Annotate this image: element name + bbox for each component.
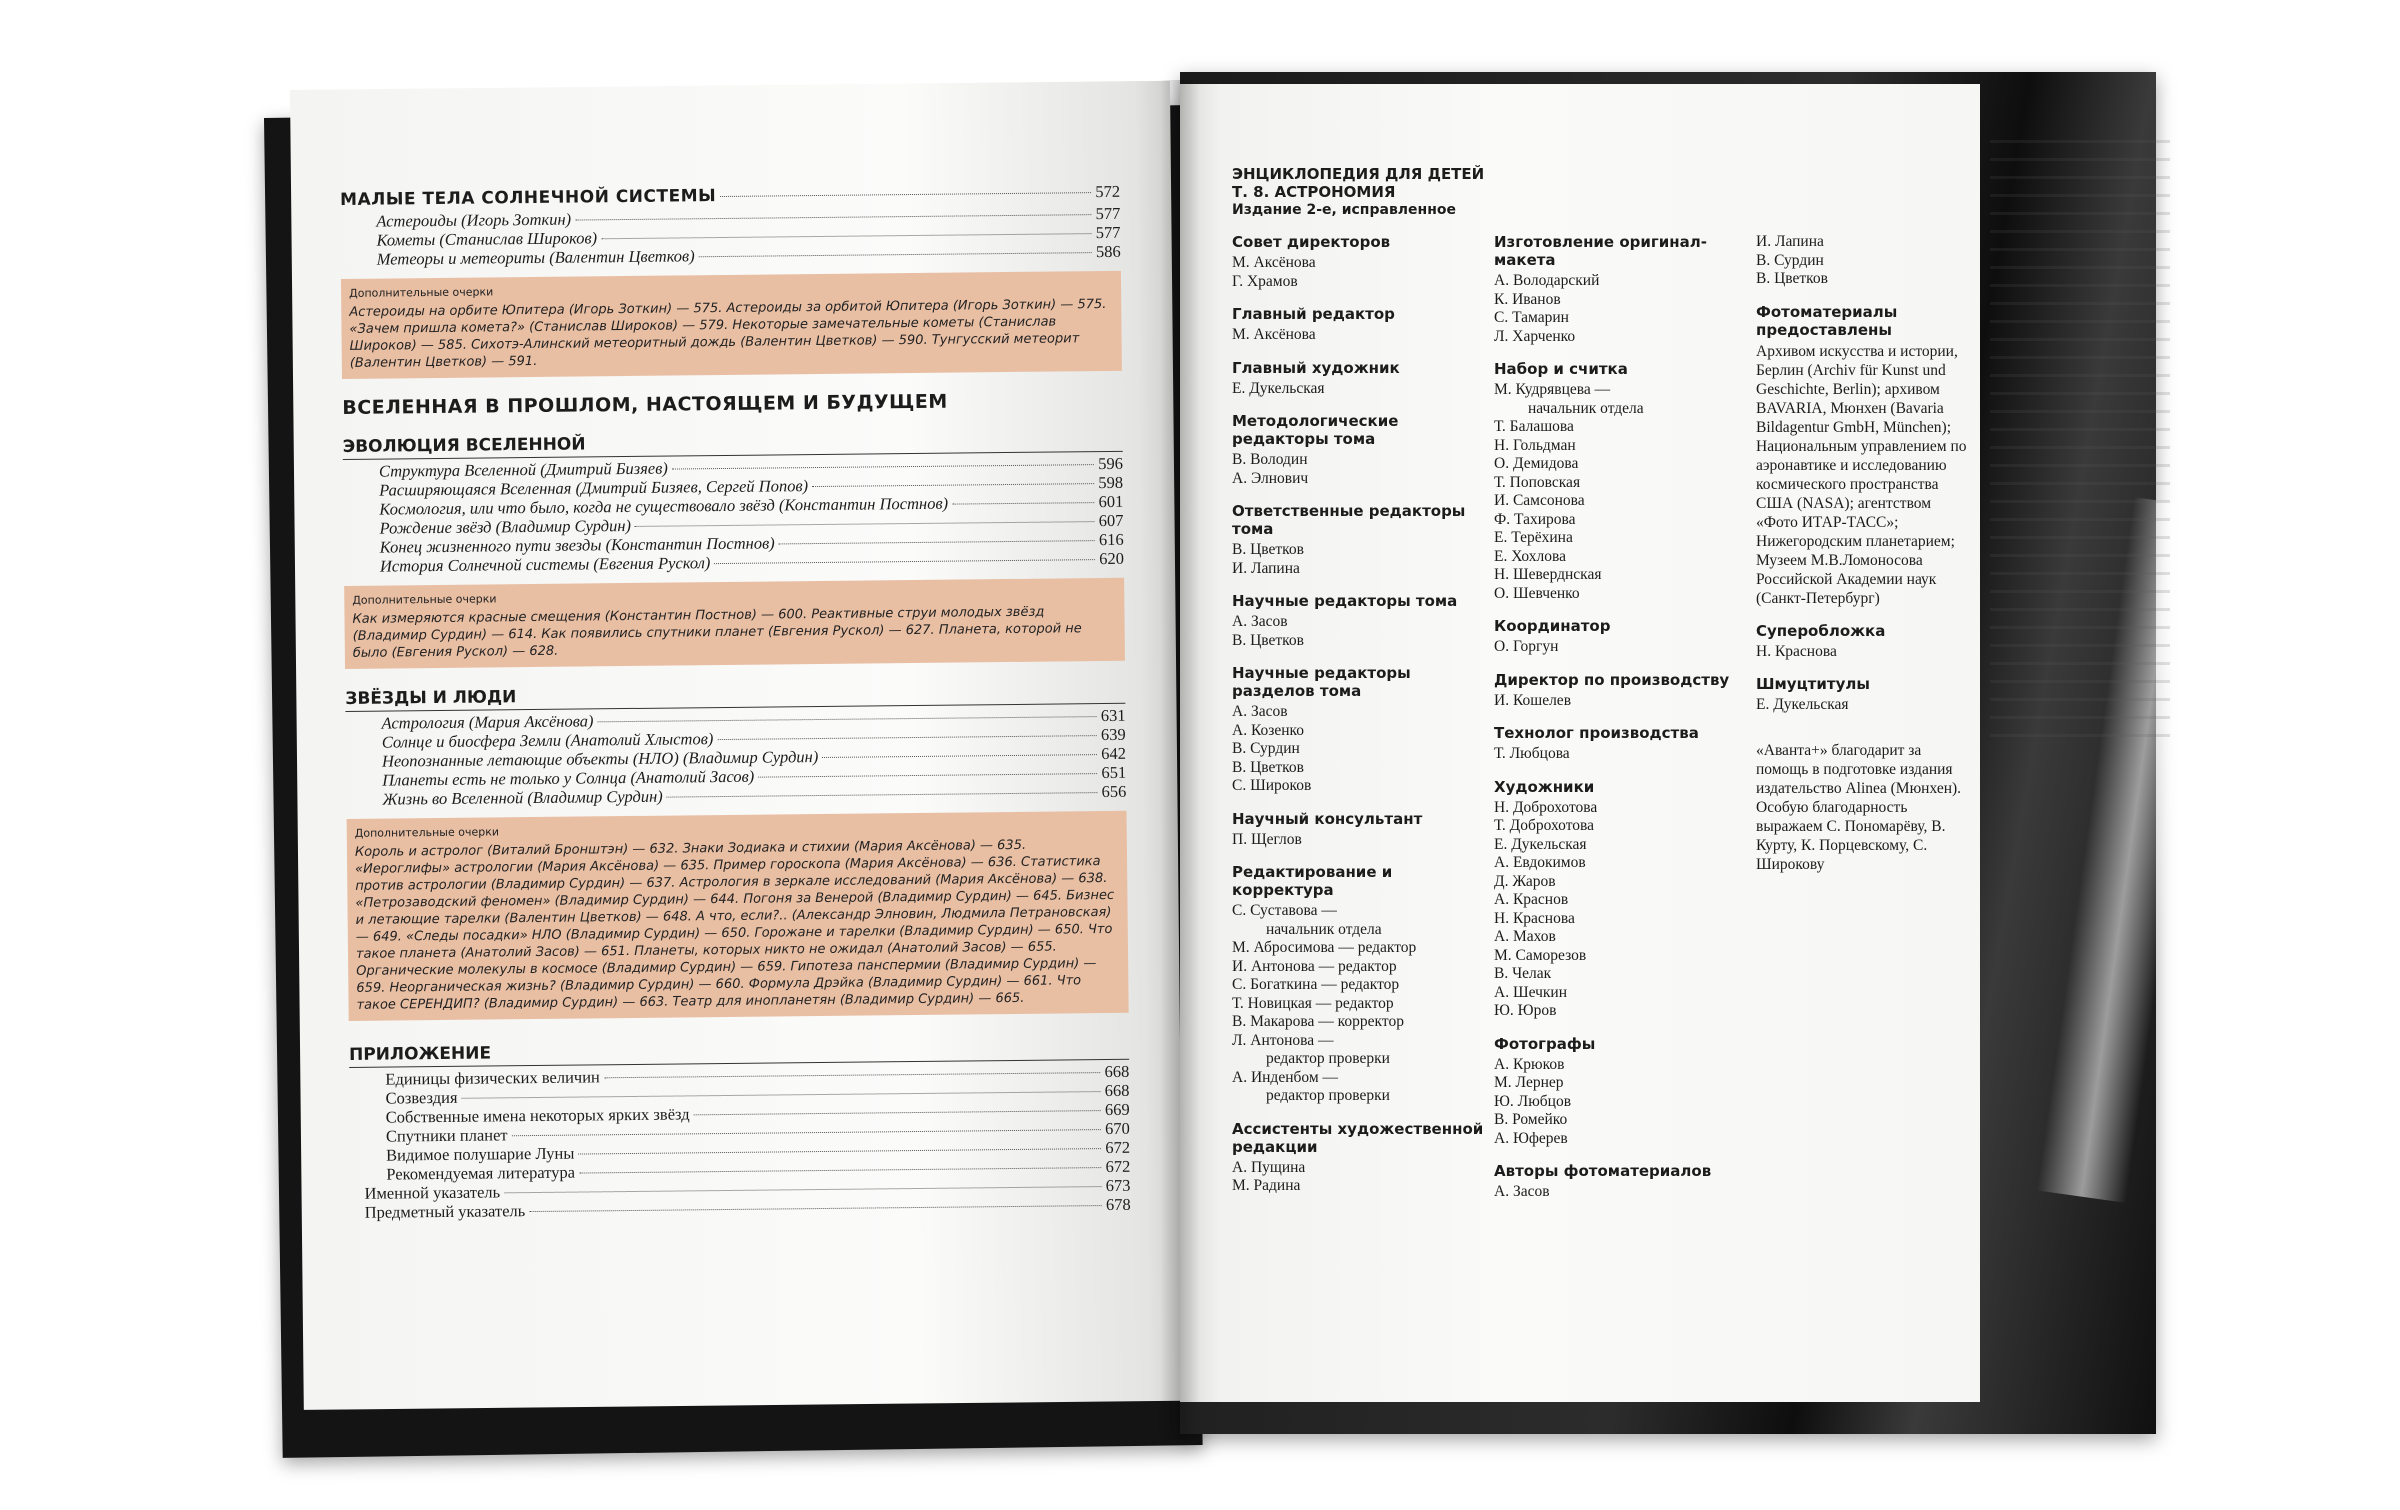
acknowledgements: «Аванта+» благодарит за помощь в подготовке издания издательство Alinea (Мюнхен). Особую благодарность выражаем С. Пономарёву, В. Курту, К. Порцевскому, С. Широкову (1756, 741, 1962, 873)
credits-column-3 (1756, 233, 1976, 1216)
toc-item: Космология, или что было, когда не существовало звёзд (Константин Постнов) 601 (379, 491, 1124, 519)
volume-title: Т. 8. АСТРОНОМИЯ (1232, 183, 1396, 201)
credit-group: Научные редакторы разделов тома А. Засов А. Козенко В. Сурдин В. Цветков С. Широков (1232, 664, 1411, 794)
credit-group: Технолог производства Т. Любцова (1494, 724, 1699, 762)
note-title: Дополнительные очерки (352, 592, 497, 607)
additional-essays-box (344, 578, 1125, 669)
credits-column-1 (1232, 233, 1494, 1216)
colophon (1232, 165, 1972, 1216)
chapter-title-stars: ЗВЁЗДЫ И ЛЮДИ (345, 681, 1125, 712)
toc-item: Жизнь во Вселенной (Владимир Сурдин) 656 (382, 781, 1127, 809)
credit-group: Изготовление оригинал-макета А. Володарский К. Иванов С. Тамарин Л. Харченко (1494, 233, 1707, 345)
toc-item: История Солнечной системы (Евгения Рускол) 620 (379, 548, 1124, 576)
toc-item: Единицы физических величин 668 (385, 1061, 1130, 1089)
note-text: Астероиды на орбите Юпитера (Игорь Зоткин) — 575. Астероиды за орбитой Юпитера (Игорь Зоткин) — 575. «Зачем пришла комета?» (Станислав Широков) — 579. Некоторые замечательные кометы (Станислав Широков) — 585. Сихотэ-Алинский метеоритный дождь (Валентин Цветков) — 590. Тунгусский метеорит (Валентин Цветков) — 591. (349, 296, 1107, 371)
credit-group: Авторы фотоматериалов А. Засов (1494, 1162, 1712, 1200)
chapter-title-evolution: ЭВОЛЮЦИЯ ВСЕЛЕННОЙ (343, 429, 1123, 460)
additional-essays-box (347, 811, 1129, 1021)
part-title: ВСЕЛЕННАЯ В ПРОШЛОМ, НАСТОЯЩЕМ И БУДУЩЕМ (342, 390, 948, 419)
appendix-title: ПРИЛОЖЕНИЕ (349, 1037, 1129, 1068)
toc-item: Структура Вселенной (Дмитрий Бизяев) 596 (378, 453, 1124, 481)
toc-item: Астрология (Мария Аксёнова) 631 (381, 705, 1126, 733)
toc-item: Кометы (Станислав Широков) 577 (376, 222, 1121, 250)
edition-note: Издание 2-е, исправленное (1232, 202, 1457, 218)
toc-item: Рекомендуемая литература 672 (386, 1156, 1131, 1184)
credit-group: Координатор О. Горгун (1494, 617, 1611, 655)
credit-group: Научные редакторы тома А. Засов В. Цветков (1232, 592, 1458, 649)
toc-item: Конец жизненного пути звезды (Константин Постнов) 616 (379, 529, 1124, 557)
credit-group: Директор по производству И. Кошелев (1494, 670, 1730, 709)
toc-item: Предметный указатель 678 (364, 1194, 1131, 1222)
credit-group: Главный редактор М. Аксёнова (1232, 305, 1395, 343)
note-title: Дополнительные очерки (354, 825, 500, 840)
toc-item: Солнце и биосфера Земли (Анатолий Хлыстов) 639 (381, 724, 1126, 752)
toc-item: Планеты есть не только у Солнца (Анатолий Засов) 651 (382, 762, 1127, 790)
credits-column-2 (1494, 233, 1756, 1216)
cover-edge-texture (1990, 140, 2170, 740)
toc-item: Рождение звёзд (Владимир Сурдин) 607 (379, 510, 1124, 538)
credit-group: Ассистенты художественной редакции А. Пущина М. Радина (1232, 1119, 1484, 1194)
toc-item: Именной указатель 673 (364, 1175, 1131, 1203)
appendix-section (349, 1027, 1131, 1222)
toc-item: Собственные имена некоторых ярких звёзд 669 (385, 1099, 1130, 1127)
toc-item: Метеоры и метеориты (Валентин Цветков) 586 (376, 241, 1121, 269)
credit-group: Научный консультант П. Щеглов (1232, 809, 1423, 848)
credit-group: Методологические редакторы тома В. Володин А. Элнович (1232, 412, 1399, 487)
credit-group: Фотоматериалы предоставлены Архивом искусства и истории, Берлин (Archiv für Kunst und Geschichte, Berlin); архивом BAVARIA, Мюнхен (Bavaria Bildagentur GmbH, München); Национальным управлением по аэронавтике и исследованию космического пространства США (NASA); агентством «Фото ИТАР-ТАСС»; Нижегородским планетарием; Музеем М.В.Ломоносова Российской Академии наук (Санкт-Петербург) (1756, 302, 1967, 607)
book-gutter (1160, 80, 1200, 1440)
toc-item: Неопознанные летающие объекты (НЛО) (Владимир Сурдин) 642 (381, 743, 1127, 771)
credit-group: И. Лапина В. Сурдин В. Цветков (1756, 233, 1828, 287)
toc-item: Спутники планет 670 (385, 1118, 1130, 1146)
credit-group: Шмуцтитулы Е. Дукельская (1756, 675, 1870, 713)
credit-group: Совет директоров М. Аксёнова Г. Храмов (1232, 233, 1391, 290)
page-number: 572 (1095, 181, 1121, 202)
encyclopedia-title: ЭНЦИКЛОПЕДИЯ ДЛЯ ДЕТЕЙ (1232, 165, 1485, 183)
toc-item: Созвездия 668 (385, 1080, 1130, 1108)
additional-essays-box (341, 271, 1122, 379)
section-title: МАЛЫЕ ТЕЛА СОЛНЕЧНОЙ СИСТЕМЫ (340, 186, 717, 210)
toc-item: Астероиды (Игорь Зоткин) 577 (376, 203, 1121, 231)
toc-item: Видимое полушарие Луны 672 (386, 1137, 1131, 1165)
credit-group: Набор и считка М. Кудрявцева — начальник отдела Т. Балашова Н. Гольдман О. Демидова Т. Поповская И. Самсонова Ф. Тахирова Е. Терёхина Е. Хохлова Н. Шеверднская О. Шевченко (1494, 360, 1644, 602)
credit-group: Художники Н. Доброхотова Т. Доброхотова Е. Дукельская А. Евдокимов Д. Жаров А. Краснов Н. Краснова А. Махов М. Саморезов В. Челак А. Шечкин Ю. Юров (1494, 777, 1598, 1019)
credit-group: Фотографы А. Крюков М. Лернер Ю. Любцов В. Ромейко А. Юферев (1494, 1034, 1596, 1147)
note-text: Король и астролог (Виталий Бронштэн) — 632. Знаки Зодиака и стихии (Мария Аксёнова) — 635. «Иероглифы» астрологии (Мария Аксёнова) — 635. Пример гороскопа (Мария Аксёнова) — 636. Статистика против астрологии (Владимир Сурдин) — 637. Астрология в зеркале исследований (Мария Аксёнова) — 638. «Петрозаводский феномен» (Владимир Сурдин) — 644. Погоня за Венерой (Владимир Сурдин) — 645. Бизнес и летающие тарелки (Валентин Цветков) — 648. А что, если?.. (Александр Элновин, Людмила Петрановская) — 649. «Следы посадки» НЛО (Владимир Сурдин) — 650. Горожане и тарелки (Владимир Сурдин) — 650. Что такое планета (Анатолий Засов) — 651. Планеты, которых никто не ожидал (Анатолий Засов) — 655. Органические молекулы в космосе (Владимир Сурдин) — 659. Гипотеза панспермии (Владимир Сурдин) — 659. Неорганическая жизнь? (Владимир Сурдин) — 660. Формула Дрэйка (Владимир Сурдин) — 661. Что такое СЕРЕНДИП? (Владимир Сурдин) — 663. Театр для инопланетян (Владимир Сурдин) — 665. (354, 837, 1115, 1013)
credit-group: Ответственные редакторы тома В. Цветков И. Лапина (1232, 502, 1466, 577)
table-of-contents (340, 182, 1131, 1222)
credits-columns (1232, 233, 1972, 1216)
credit-group: Редактирование и корректура С. Суставова — начальник отдела М. Абросимова — редактор И. Антонова — редактор С. Богаткина — редактор Т. Новицкая — редактор В. Макарова — корректор Л. Антонова — редактор проверки А. Инденбом — редактор проверки (1232, 863, 1417, 1104)
note-title: Дополнительные очерки (349, 285, 494, 300)
credit-group: Суперобложка Н. Краснова (1756, 621, 1886, 660)
note-text: Как измеряются красные смещения (Константин Постнов) — 600. Реактивные струи молодых звёзд (Владимир Сурдин) — 614. Как появились спутники планет (Евгения Рускол) — 627. Планета, которой не было (Евгения Рускол) — 628. (352, 604, 1082, 661)
credit-group: Главный художник Е. Дукельская (1232, 358, 1400, 397)
toc-item: Расширяющаяся Вселенная (Дмитрий Бизяев, Сергей Попов) 598 (379, 472, 1124, 500)
